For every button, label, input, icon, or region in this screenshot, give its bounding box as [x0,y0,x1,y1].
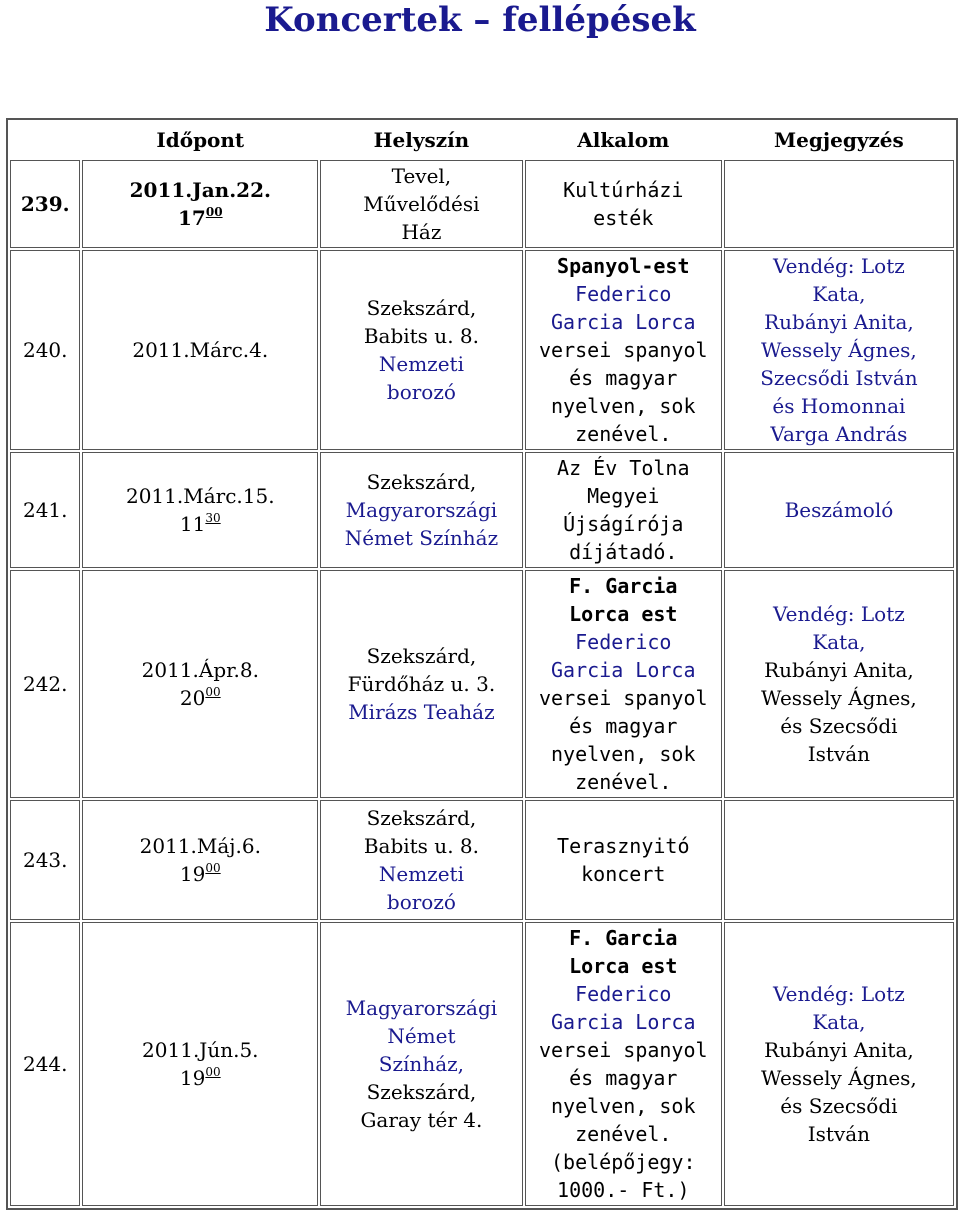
occasion-line: zenével. [575,422,672,446]
occasion-line: és magyar [569,366,678,390]
row-number: 242. [10,570,80,798]
note-line: István [807,1122,871,1146]
date-text: 2011.Jún.5. [142,1038,259,1062]
place-line: Német [387,1024,456,1048]
note-line: Beszámoló [784,498,894,522]
occasion-line: Újságírója [563,512,684,536]
row-occasion [525,452,722,568]
occasion-title: Spanyol-est [557,254,690,278]
occasion-title: F. Garcia [569,926,678,950]
note-line: Varga András [770,422,908,446]
occasion-line: 1000.- Ft.) [557,1178,690,1202]
note-line: Rubányi Anita, [764,1038,914,1062]
time-text [85,204,315,232]
row-note [724,800,954,920]
row-date [82,800,318,920]
note-line: Szecsődi István [760,366,918,390]
time-text [85,510,315,538]
table-row [10,452,954,568]
place-line: Szekszárd, [366,470,477,494]
row-occasion [525,250,722,450]
occasion-line: versei spanyol [538,686,708,710]
place-line: Művelődési [363,192,480,216]
place-line: Ház [401,220,442,244]
occasion-line: Terasznyitó [557,834,690,858]
occasion-line: Kultúrházi [563,178,684,202]
row-date [82,570,318,798]
place-line: Mirázs Teaház [348,700,495,724]
occasion-line: versei spanyol [538,1038,708,1062]
occasion-line: nyelven, sok [551,742,696,766]
row-note [724,250,954,450]
note-line: Kata, [812,282,866,306]
place-line: Babits u. 8. [363,324,479,348]
row-number: 244. [10,922,80,1206]
table-row [10,160,954,248]
place-line: Magyarországi [345,996,498,1020]
note-line: Kata, [812,1010,866,1034]
row-note [724,922,954,1206]
row-place [320,250,523,450]
note-line: Wessely Ágnes, [761,1066,917,1090]
time-hour: 20 [179,686,206,710]
header-place: Helyszín [373,128,470,152]
place-line: Garay tér 4. [360,1108,483,1132]
time-minute: 00 [205,1065,221,1079]
time-minute: 30 [205,511,221,525]
note-line: és Homonnai [772,394,906,418]
place-line: Szekszárd, [366,644,477,668]
time-text [85,860,315,888]
note-line: Vendég: Lotz [773,982,905,1006]
date-text: 2011.Márc.15. [125,484,275,508]
row-occasion [525,800,722,920]
time-hour: 19 [179,1066,206,1090]
occasion-line: versei spanyol [538,338,708,362]
row-date [82,250,318,450]
table-row [10,250,954,450]
time-minute: 00 [205,685,221,699]
occasion-line: Federico [575,630,672,654]
row-note [724,160,954,248]
occasion-line: Federico [575,282,672,306]
note-line: István [807,742,871,766]
occasion-title: Lorca est [569,602,678,626]
row-place [320,570,523,798]
row-place [320,800,523,920]
occasion-line: Federico [575,982,672,1006]
row-place [320,160,523,248]
place-line: Német Színház [344,526,499,550]
time-text [85,684,315,712]
place-line: Tevel, [391,164,452,188]
concert-table [6,118,958,1210]
occasion-line: zenével. [575,1122,672,1146]
row-occasion [525,922,722,1206]
header-empty [10,122,80,158]
row-number: 243. [10,800,80,920]
time-hour: 17 [178,206,206,230]
page-title: Koncertek – fellépések [264,0,696,40]
date-text: 2011.Márc.4. [132,338,269,362]
row-date [82,922,318,1206]
row-note [724,570,954,798]
place-line: borozó [386,380,456,404]
place-line: Nemzeti [378,352,464,376]
occasion-title: F. Garcia [569,574,678,598]
note-line: Wessely Ágnes, [761,686,917,710]
note-line: Rubányi Anita, [764,310,914,334]
row-note [724,452,954,568]
occasion-line: díjátadó. [569,540,678,564]
time-hour: 11 [179,512,206,536]
occasion-line: Az Év Tolna [557,456,690,480]
occasion-line: és magyar [569,714,678,738]
place-line: borozó [386,890,456,914]
table-row [10,800,954,920]
note-line: Vendég: Lotz [773,254,905,278]
occasion-line: Megyei [587,484,660,508]
occasion-line: zenével. [575,770,672,794]
time-hour: 19 [179,862,206,886]
table-row [10,570,954,798]
date-text: 2011.Ápr.8. [141,658,259,682]
occasion-line: koncert [581,862,666,886]
note-line: és Szecsődi [780,1094,898,1118]
occasion-line: nyelven, sok [551,394,696,418]
table-header-row [10,122,954,158]
row-occasion [525,160,722,248]
place-line: Babits u. 8. [363,834,479,858]
place-line: Nemzeti [378,862,464,886]
occasion-line: Garcia Lorca [551,1010,696,1034]
row-number: 241. [10,452,80,568]
table-row [10,922,954,1206]
header-date: Időpont [156,128,245,152]
occasion-line: és magyar [569,1066,678,1090]
row-place [320,922,523,1206]
time-minute: 00 [205,861,221,875]
header-occasion: Alkalom [577,128,670,152]
note-line: Rubányi Anita, [764,658,914,682]
date-text: 2011.Jan.22. [129,178,271,202]
occasion-line: esték [593,206,654,230]
time-minute: 00 [205,205,223,219]
date-text: 2011.Máj.6. [139,834,261,858]
time-text [85,1064,315,1092]
row-number: 240. [10,250,80,450]
occasion-title: Lorca est [569,954,678,978]
note-line: Vendég: Lotz [773,602,905,626]
header-note: Megjegyzés [774,128,904,152]
occasion-line: Garcia Lorca [551,658,696,682]
place-line: Szekszárd, [366,1080,477,1104]
note-line: Kata, [812,630,866,654]
occasion-line: nyelven, sok [551,1094,696,1118]
place-line: Szekszárd, [366,296,477,320]
place-line: Magyarországi [345,498,498,522]
row-number: 239. [10,160,80,248]
place-line: Szekszárd, [366,806,477,830]
row-date [82,160,318,248]
note-line: és Szecsődi [780,714,898,738]
note-line: Wessely Ágnes, [761,338,917,362]
place-line: Fürdőház u. 3. [347,672,496,696]
row-place [320,452,523,568]
place-line: Színház, [378,1052,465,1076]
row-date [82,452,318,568]
occasion-line: Garcia Lorca [551,310,696,334]
row-occasion [525,570,722,798]
occasion-line: (belépőjegy: [551,1150,696,1174]
